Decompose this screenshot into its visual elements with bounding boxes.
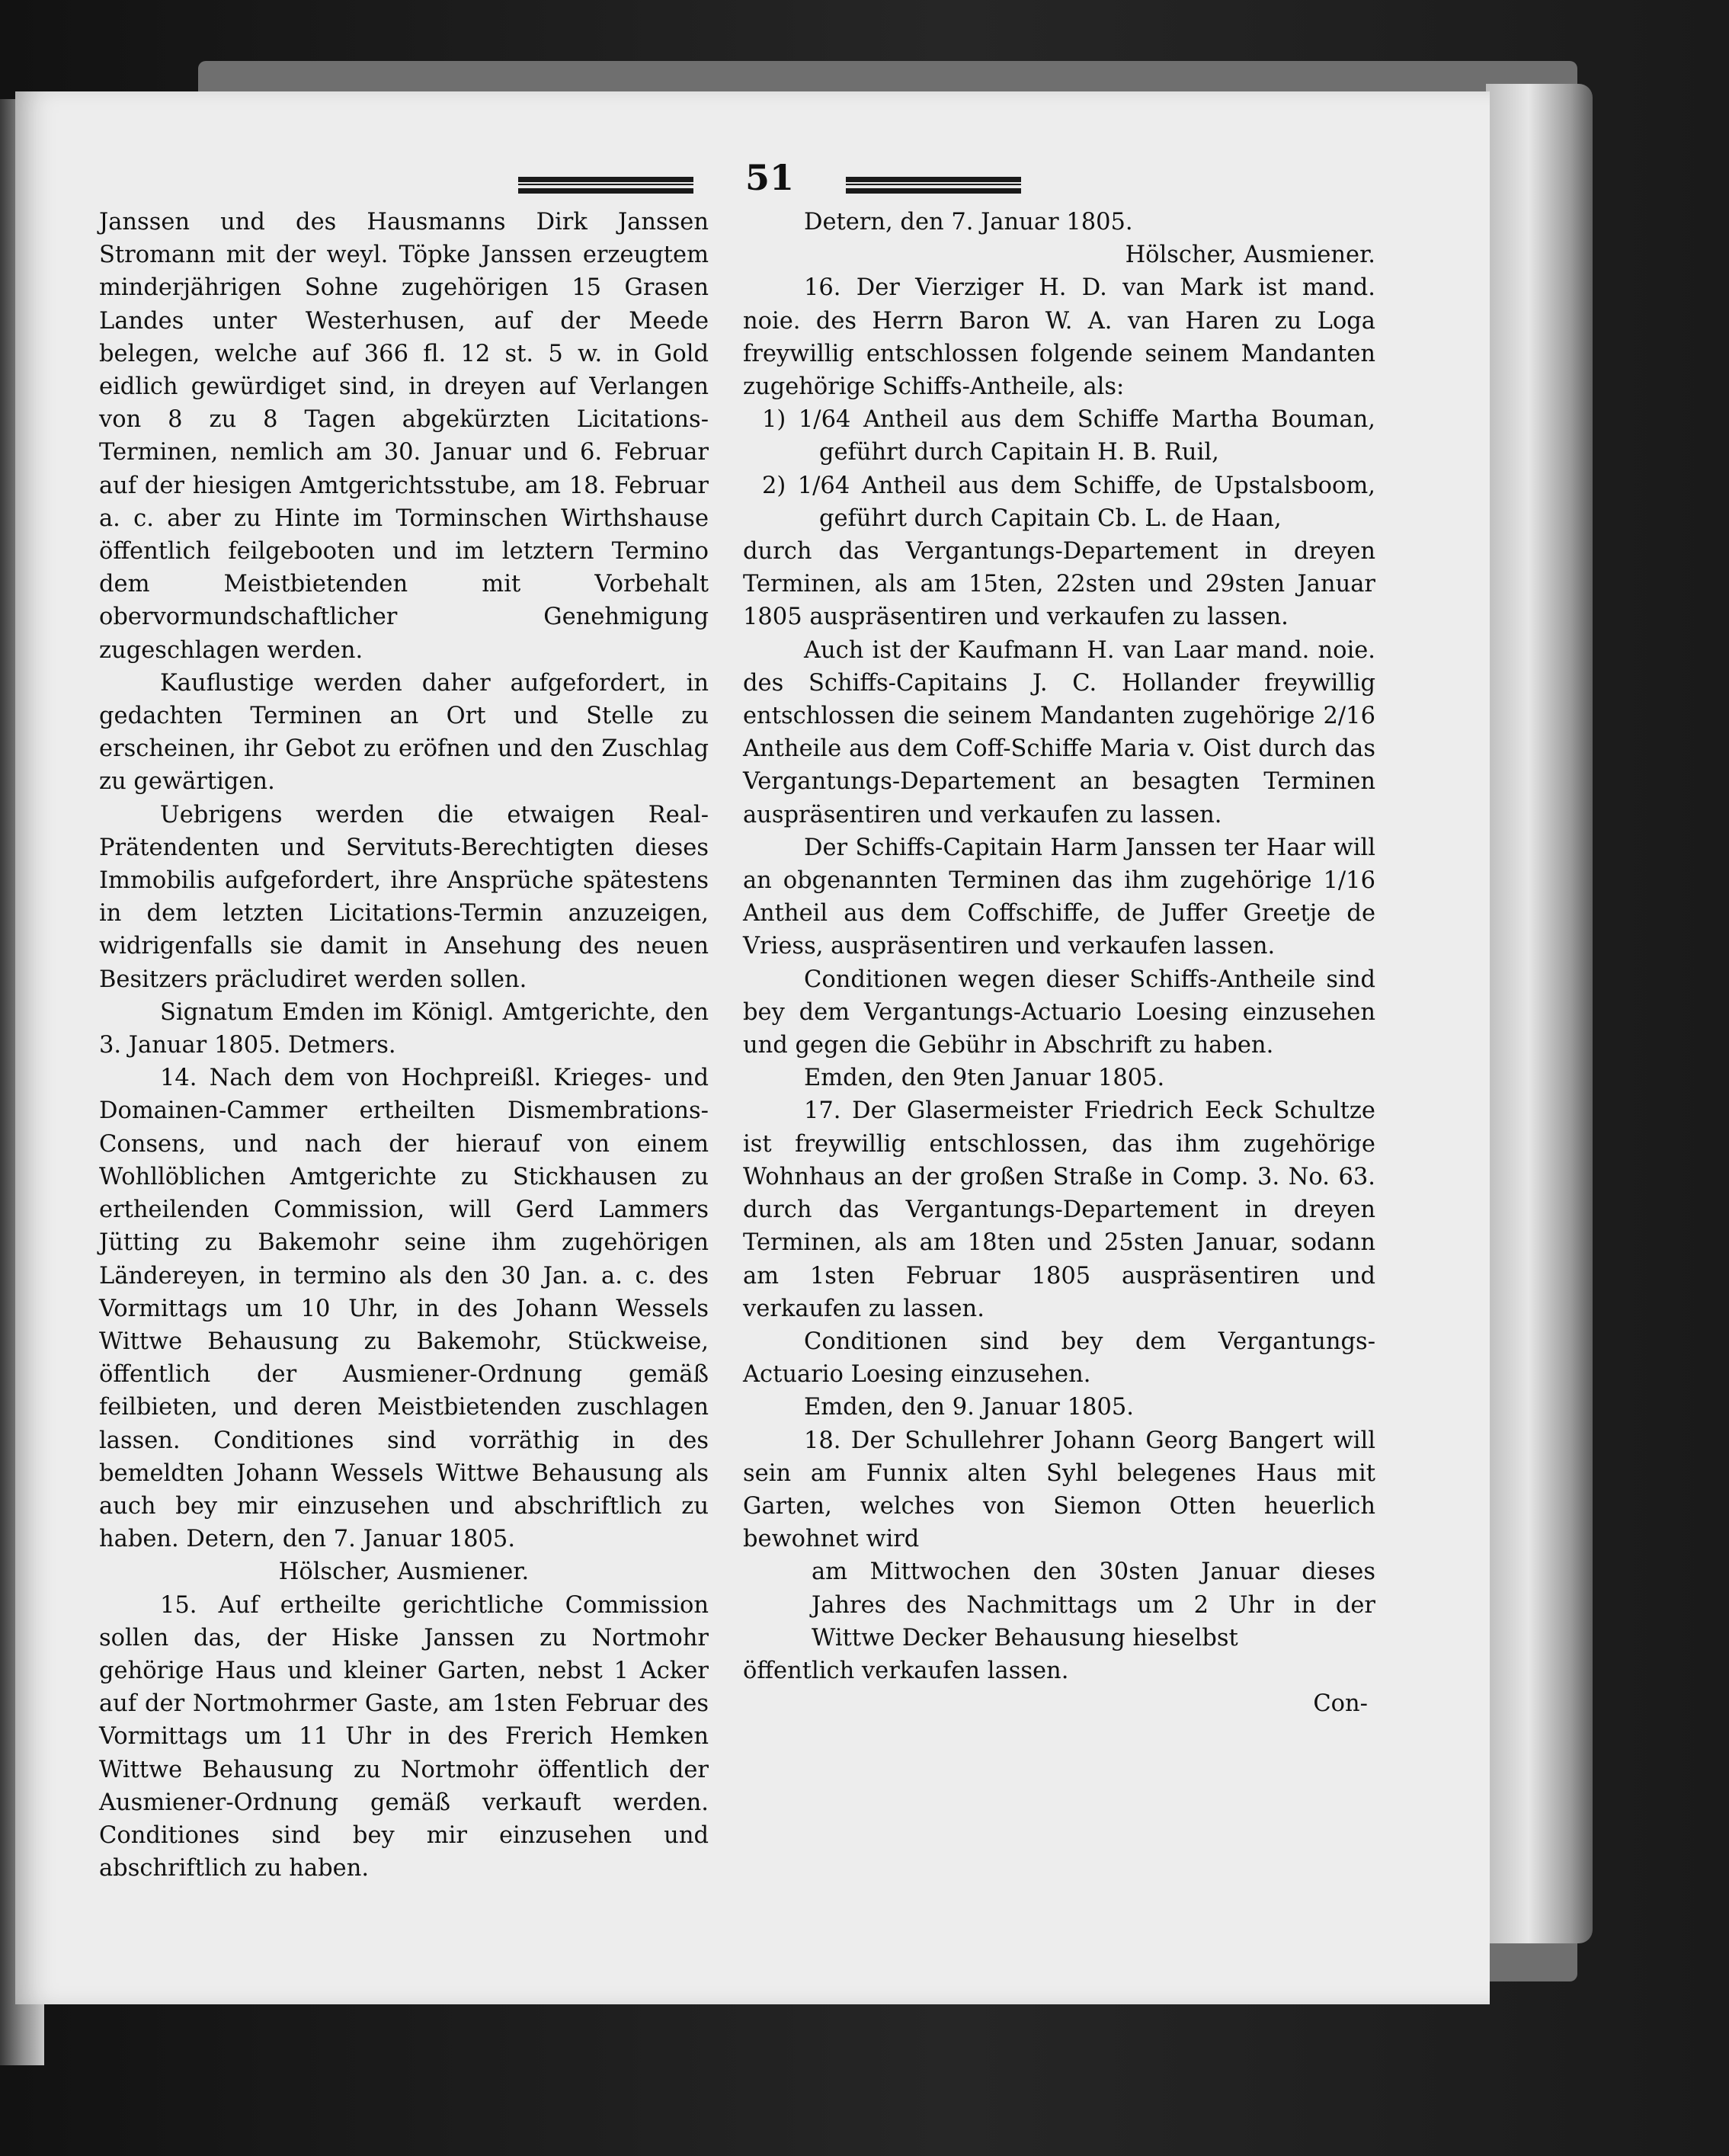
list-item: 1) 1/64 Antheil aus dem Schiffe Martha Bouman, geführt durch Capitain H. B. Ruil, (762, 406, 1375, 466)
paragraph: Conditionen wegen dieser Schiffs-Antheile sind bey dem Vergantungs-Actuario Loesing einzusehen und gegen die Gebühr in Abschrift zu haben. (743, 966, 1375, 1059)
paragraph: Uebrigens werden die etwaigen Real-Prätendenten und Servituts-Berechtigten dieses Immobilis aufgefordert, ihre Ansprüche spätestens in dem letzten Licitations-Termin anzuzeigen, widrigenfalls sie damit in Ansehung des neuen Besitzers präcludiret werden sollen. (99, 801, 709, 993)
paragraph: Janssen und des Hausmanns Dirk Janssen Stromann mit der weyl. Töpke Janssen erzeugtem minderjährigen Sohne zugehörigen 15 Grasen Landes unter Westerhusen, auf der Meede belegen, welche auf 366 fl. 12 st. 5 w. in Gold eidlich gewürdiget sind, in dreyen auf Verlangen von 8 zu 8 Tagen abgekürzten Licitations-Terminen, nemlich am 30. Januar und 6. Februar auf der hiesigen Amtgerichtsstube, am 18. Februar a. c. aber zu Hinte im Torminschen Wirthshause öffentlich feilgebooten und im letztern Termino dem Meistbietenden mit Vorbehalt obervormundschaftlicher Genehmigung zugeschlagen werden. (99, 209, 709, 664)
page-number: 51 (744, 157, 794, 198)
paragraph: durch das Vergantungs-Departement in dreyen Terminen, als am 15ten, 22sten und 29sten Januar 1805 auspräsentiren und verkaufen zu lassen. (743, 538, 1375, 631)
header-rule-right (846, 177, 1021, 194)
notice-15: 15. Auf ertheilte gerichtliche Commission sollen das, der Hiske Janssen zu Nortmohr gehörige Haus und kleiner Garten, nebst 1 Acker auf der Nortmohrmer Gaste, am 1sten Februar des Vormittags um 11 Uhr in des Frerich Hemken Wittwe Behausung zu Nortmohr öffentlich der Ausmiener-Ordnung gemäß verkauft werden. Conditiones sind bey mir einzusehen und abschriftlich zu haben. (99, 1591, 709, 1882)
page-edges (1486, 84, 1593, 1943)
dateline: Detern, den 7. Januar 1805. (804, 209, 1133, 235)
paragraph: am Mittwochen den 30sten Januar dieses Jahres des Nachmittags um 2 Uhr in der Wittwe Decker Behausung hieselbst (812, 1559, 1375, 1651)
notice-16: 16. Der Vierziger H. D. van Mark ist mand. noie. des Herrn Baron W. A. van Haren zu Loga freywillig entschlossen folgende seinem Mandanten zugehörige Schiffs-Antheile, als: (743, 274, 1375, 401)
signature: Hölscher, Ausmiener. (278, 1559, 530, 1586)
catchword: Con- (1313, 1690, 1368, 1718)
right-column (743, 206, 1375, 1720)
indented-block (743, 1555, 1375, 1655)
paragraph: Kauflustige werden daher aufgefordert, in gedachten Terminen an Ort und Stelle zu erscheinen, ihr Gebot zu eröfnen und den Zuschlag zu gewärtigen. (99, 669, 709, 796)
notice-17: 17. Der Glasermeister Friedrich Eeck Schultze ist freywillig entschlossen, das ihm zugehörige Wohnhaus an der großen Straße in Comp. 3. No. 63. durch das Vergantungs-Departement in dreyen Terminen, als am 18ten und 25sten Januar, sodann am 1sten Februar 1805 auspräsentiren und verkaufen zu lassen. (743, 1097, 1375, 1322)
left-column (99, 206, 709, 1885)
paragraph: Signatum Emden im Königl. Amtgerichte, den 3. Januar 1805. Detmers. (99, 998, 709, 1059)
page-header (518, 157, 1021, 210)
dateline: Emden, den 9ten Januar 1805. (804, 1065, 1165, 1092)
paragraph: Auch ist der Kaufmann H. van Laar mand. noie. des Schiffs-Capitains J. C. Hollander freywillig entschlossen die seinem Mandanten zugehörige 2/16 Antheile aus dem Coff-Schiffe Maria v. Oist durch das Vergantungs-Departement an besagten Terminen auspräsentiren und verkaufen zu lassen. (743, 636, 1375, 828)
list-item: 2) 1/64 Antheil aus dem Schiffe, de Upstalsboom, geführt durch Capitain Cb. L. de Haan, (762, 472, 1375, 532)
book-page (15, 91, 1490, 2004)
signature: Hölscher, Ausmiener. (1125, 242, 1375, 269)
dateline: Emden, den 9. Januar 1805. (804, 1394, 1134, 1421)
notice-18: 18. Der Schullehrer Johann Georg Bangert will sein am Funnix alten Syhl belegenes Haus mit Garten, welches von Siemon Otten heuerlich bewohnet wird (743, 1427, 1375, 1553)
notice-14: 14. Nach dem von Hochpreißl. Krieges- und Domainen-Cammer ertheilten Dismembrations-Consens, und nach der hierauf von einem Wohllöblichen Amtgerichte zu Stickhausen zu ertheilenden Commission, will Gerd Lammers Jütting zu Bakemohr seine ihm zugehörigen Ländereyen, in termino als den 30 Jan. a. c. des Vormittags um 10 Uhr, in des Johann Wessels Wittwe Behausung zu Bakemohr, Stückweise, öffentlich der Ausmiener-Ordnung gemäß feilbieten, und deren Meistbietenden zuschlagen lassen. Conditiones sind vorräthig in des bemeldten Johann Wessels Wittwe Behausung als auch bey mir einzusehen und abschriftlich zu haben. Detern, den 7. Januar 1805. (99, 1065, 709, 1553)
paragraph: Der Schiffs-Capitain Harm Janssen ter Haar will an obgenannten Terminen das ihm zugehörige 1/16 Antheil aus dem Coffschiffe, de Juffer Greetje de Vriess, auspräsentiren und verkaufen lassen. (743, 834, 1375, 960)
paragraph: Conditionen sind bey dem Vergantungs-Actuario Loesing einzusehen. (743, 1328, 1375, 1389)
header-rule-left (518, 177, 693, 194)
paragraph: öffentlich verkaufen lassen. (743, 1657, 1069, 1684)
share-list (743, 403, 1375, 535)
